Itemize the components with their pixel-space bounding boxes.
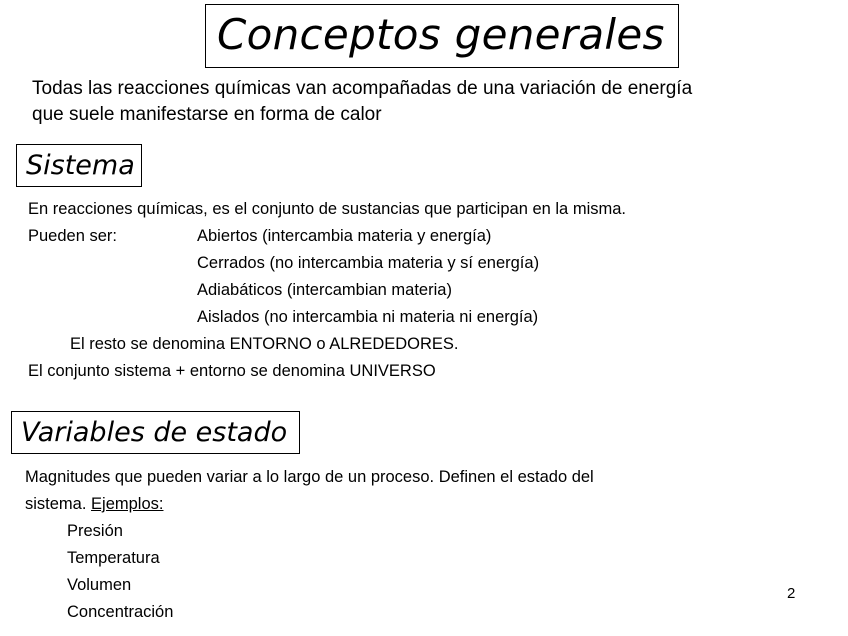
section-heading-variables: Variables de estado [11,411,300,454]
example-item: Volumen [67,576,132,594]
example-item: Presión [67,522,123,540]
variables-line-1: Magnitudes que pueden variar a lo largo de un proceso. Definen el estado del [25,468,594,486]
sistema-universo: El conjunto sistema + entorno se denomina UNIVERSO [28,362,436,380]
slide-title: Conceptos generales [205,4,679,68]
sistema-entorno: El resto se denomina ENTORNO o ALREDEDORES. [70,335,459,353]
variables-line-2-prefix: sistema. [25,495,87,513]
example-item: Temperatura [67,549,160,567]
sistema-type-item: Abiertos (intercambia materia y energía) [197,227,492,245]
section-heading-sistema: Sistema [16,144,142,187]
page-number: 2 [787,585,796,602]
sistema-types-label: Pueden ser: [28,227,117,245]
sistema-type-item: Aislados (no intercambia ni materia ni energía) [197,308,539,326]
variables-line-2 [25,496,163,513]
example-item: Concentración [67,603,174,621]
sistema-definition: En reacciones químicas, es el conjunto de sustancias que participan en la misma. [28,200,626,218]
sistema-type-item: Cerrados (no intercambia materia y sí energía) [197,254,540,272]
sistema-type-item: Adiabáticos (intercambian materia) [197,281,452,299]
intro-line-1: Todas las reacciones químicas van acompañadas de una variación de energía [32,78,693,99]
examples-label: Ejemplos: [91,495,164,513]
intro-line-2: que suele manifestarse en forma de calor [32,104,382,125]
